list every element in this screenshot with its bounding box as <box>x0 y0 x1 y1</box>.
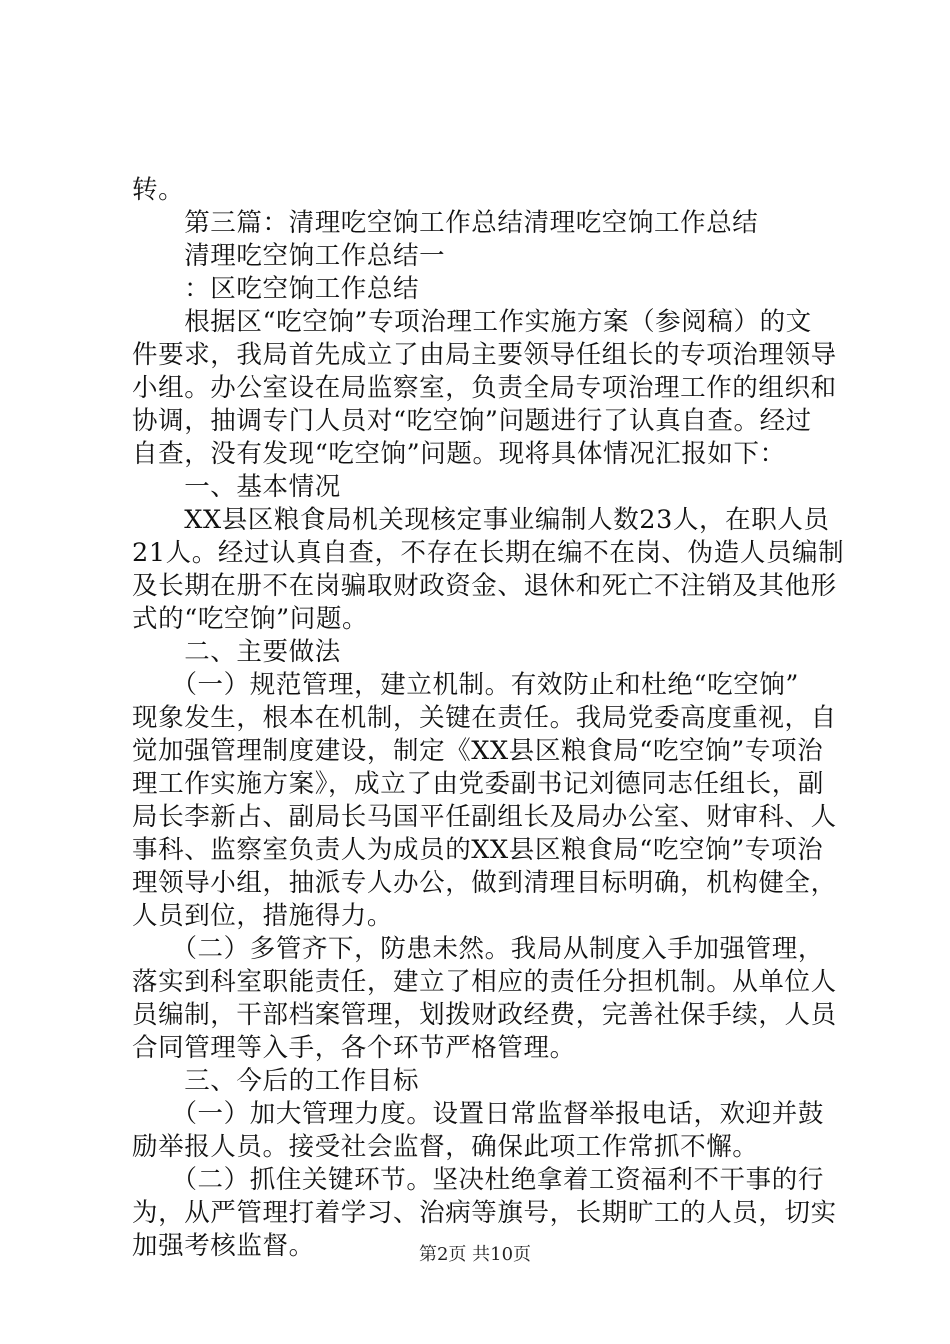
text-line: 协调，抽调专门人员对“吃空饷”问题进行了认真自查。经过 <box>132 406 812 436</box>
text-line: （一）规范管理，建立机制。有效防止和杜绝“吃空饷” <box>132 670 800 700</box>
text-line: XX县区粮食局机关现核定事业编制人数23人，在职人员 <box>132 505 830 535</box>
text-line: 合同管理等入手，各个环节严格管理。 <box>132 1033 576 1063</box>
text-line: 现象发生，根本在机制，关键在责任。我局党委高度重视，自 <box>132 703 837 733</box>
document-body <box>132 174 845 1263</box>
text-line: 二、主要做法 <box>132 637 341 667</box>
text-line: 21人。经过认真自查，不存在长期在编不在岗、伪造人员编制 <box>132 538 845 568</box>
page-footer: 第2页 共10页 <box>418 1244 532 1265</box>
text-line: 自查，没有发现“吃空饷”问题。现将具体情况汇报如下： <box>132 439 786 469</box>
text-line: 件要求，我局首先成立了由局主要领导任组长的专项治理领导 <box>132 340 837 370</box>
text-line: （二）抓住关键环节。坚决杜绝拿着工资福利不干事的行 <box>132 1165 824 1195</box>
text-line: 员编制，干部档案管理，划拨财政经费，完善社保手续，人员 <box>132 1000 837 1030</box>
text-line: 小组。办公室设在局监察室，负责全局专项治理工作的组织和 <box>132 373 837 403</box>
text-line: 励举报人员。接受社会监督，确保此项工作常抓不懈。 <box>132 1132 759 1162</box>
text-line: 落实到科室职能责任，建立了相应的责任分担机制。从单位人 <box>132 967 837 997</box>
text-line: 理领导小组，抽派专人办公，做到清理目标明确，机构健全， <box>132 868 837 898</box>
text-line: 局长李新占、副局长马国平任副组长及局办公室、财审科、人 <box>132 802 837 832</box>
text-line: 觉加强管理制度建设，制定《XX县区粮食局“吃空饷”专项治 <box>132 736 824 766</box>
text-line: 式的“吃空饷”问题。 <box>132 604 369 634</box>
text-line: （一）加大管理力度。设置日常监督举报电话，欢迎并鼓 <box>132 1099 824 1129</box>
text-line: 理工作实施方案》，成立了由党委副书记刘德同志任组长，副 <box>132 769 824 799</box>
text-line: 一、基本情况 <box>132 472 341 502</box>
text-line: 加强考核监督。 <box>132 1231 315 1261</box>
text-line: （二）多管齐下，防患未然。我局从制度入手加强管理， <box>132 934 824 964</box>
text-line: 为，从严管理打着学习、治病等旗号，长期旷工的人员，切实 <box>132 1198 837 1228</box>
text-line: 及长期在册不在岗骗取财政资金、退休和死亡不注销及其他形 <box>132 571 837 601</box>
text-line: 人员到位，措施得力。 <box>132 901 394 931</box>
text-line: 转。 <box>132 175 185 205</box>
text-line: 清理吃空饷工作总结一 <box>132 241 446 271</box>
text-line: 第三篇：清理吃空饷工作总结清理吃空饷工作总结 <box>132 208 759 238</box>
text-line: 根据区“吃空饷”专项治理工作实施方案（参阅稿）的文 <box>132 307 812 337</box>
text-line: ：区吃空饷工作总结 <box>132 274 420 304</box>
text-line: 事科、监察室负责人为成员的XX县区粮食局“吃空饷”专项治 <box>132 835 824 865</box>
text-line: 三、今后的工作目标 <box>132 1066 420 1096</box>
